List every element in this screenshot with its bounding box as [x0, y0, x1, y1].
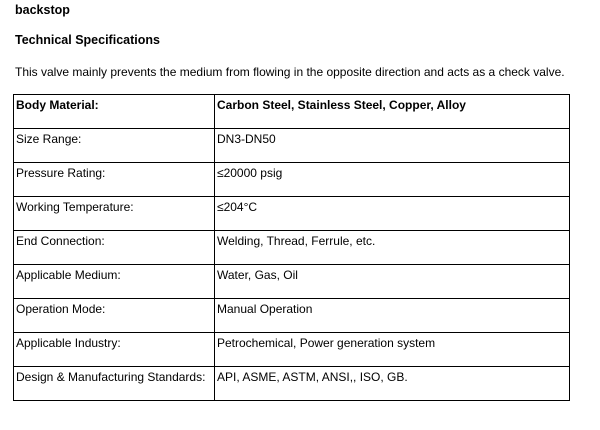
- spec-value: Welding, Thread, Ferrule, etc.: [215, 231, 570, 265]
- spec-label: Working Temperature:: [14, 197, 215, 231]
- document-title: backstop: [15, 3, 70, 17]
- spec-value: Manual Operation: [215, 299, 570, 333]
- spec-label: Design & Manufacturing Standards:: [14, 367, 215, 401]
- spec-label: Applicable Industry:: [14, 333, 215, 367]
- table-row: [14, 163, 570, 197]
- spec-value: ≤204°C: [215, 197, 570, 231]
- spec-value: Petrochemical, Power generation system: [215, 333, 570, 367]
- table-row: [14, 367, 570, 401]
- spec-label: End Connection:: [14, 231, 215, 265]
- table-row: [14, 197, 570, 231]
- spec-label: Operation Mode:: [14, 299, 215, 333]
- table-row: [14, 129, 570, 163]
- spec-value: DN3-DN50: [215, 129, 570, 163]
- table-row: [14, 299, 570, 333]
- spec-label: Size Range:: [14, 129, 215, 163]
- table-row: [14, 265, 570, 299]
- section-heading: Technical Specifications: [15, 33, 160, 47]
- spec-value: Water, Gas, Oil: [215, 265, 570, 299]
- table-row: [14, 333, 570, 367]
- spec-value: API, ASME, ASTM, ANSI,, ISO, GB.: [215, 367, 570, 401]
- description-paragraph: This valve mainly prevents the medium from flowing in the opposite direction and acts as a check valve.: [15, 65, 565, 79]
- table-row: [14, 95, 570, 129]
- spec-label: Pressure Rating:: [14, 163, 215, 197]
- specifications-table: [13, 94, 570, 401]
- spec-label: Applicable Medium:: [14, 265, 215, 299]
- spec-label: Body Material:: [14, 95, 215, 129]
- spec-value: Carbon Steel, Stainless Steel, Copper, Alloy: [215, 95, 570, 129]
- spec-value: ≤20000 psig: [215, 163, 570, 197]
- table-row: [14, 231, 570, 265]
